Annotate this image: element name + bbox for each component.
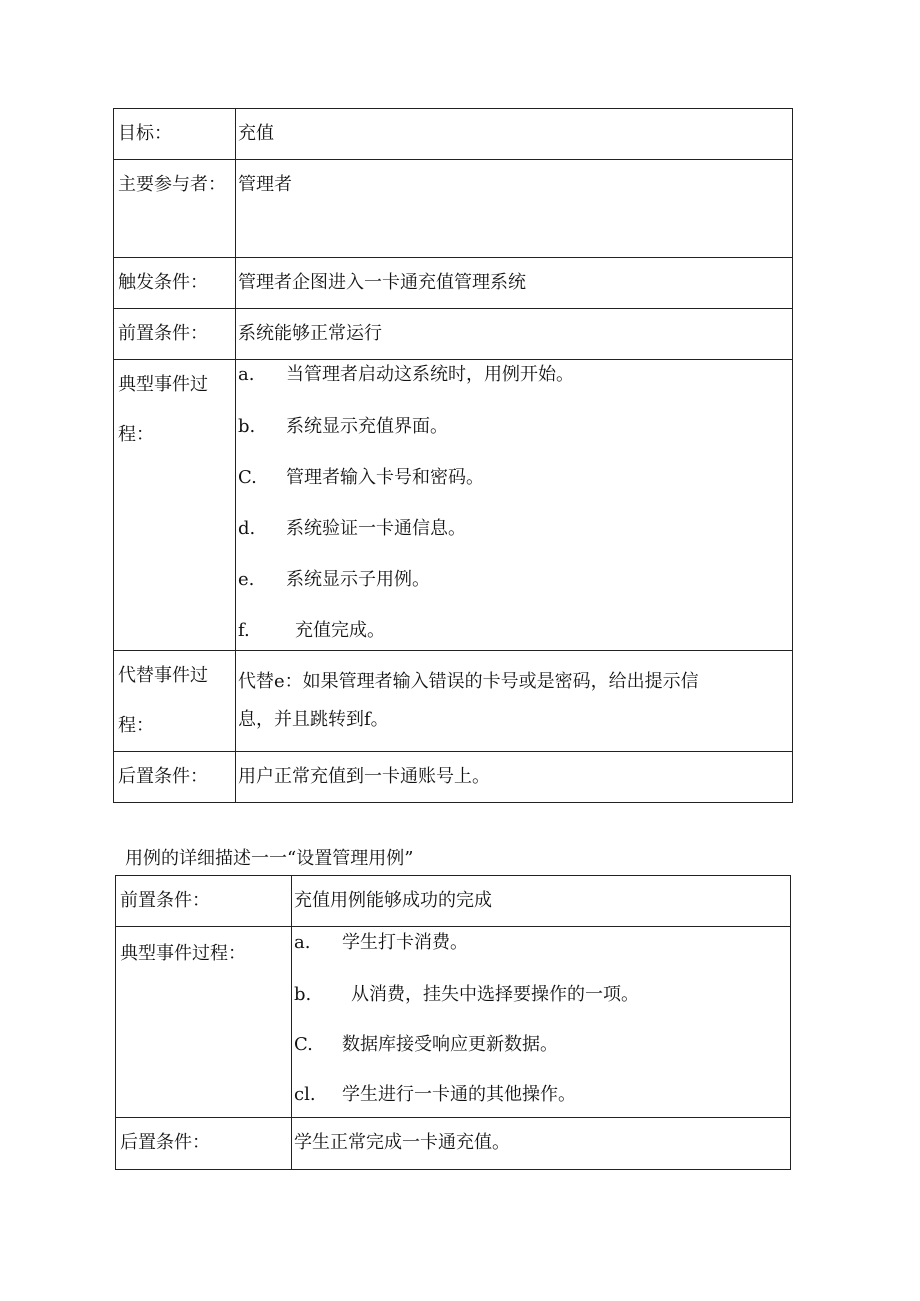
list-item: [238, 463, 792, 514]
step-marker: f.: [238, 620, 250, 641]
table-row: [114, 360, 793, 651]
table-row: [116, 1118, 791, 1170]
step-text: 管理者输入卡号和密码。: [286, 467, 484, 488]
row-label-alternate-flow: 代替事件过程：: [114, 651, 236, 752]
row-label-primary-actor: 主要参与者：: [114, 160, 236, 258]
step-marker: a.: [238, 364, 255, 385]
section-caption: 用例的详细描述一一“设置管理用例”: [125, 848, 414, 869]
row-label-postcondition: 后置条件：: [116, 1118, 292, 1170]
alternate-flow-line-2: 息，并且跳转到f。: [238, 709, 389, 730]
list-item: [238, 565, 792, 616]
step-marker: b.: [238, 416, 256, 437]
table-row: [114, 160, 793, 258]
step-text: 学生进行一卡通的其他操作。: [342, 1084, 576, 1105]
table-row: [114, 309, 793, 360]
step-text: 充值完成。: [295, 620, 385, 641]
list-item: [294, 979, 790, 1029]
use-case-table-recharge: [113, 108, 793, 803]
step-text: 数据库接受响应更新数据。: [342, 1034, 558, 1055]
row-value-postcondition: 用户正常充值到一卡通账号上。: [236, 752, 793, 803]
list-item: [238, 616, 792, 650]
alternate-flow-line-1: 代替e：如果管理者输入错误的卡号或是密码，给出提示信: [238, 671, 699, 692]
table-row: [114, 752, 793, 803]
use-case-table-settings: [115, 875, 791, 1170]
main-flow-steps: [236, 360, 793, 651]
alternate-flow-text: [236, 651, 793, 752]
row-label-main-flow: 典型事件过程：: [116, 927, 292, 1118]
step-text: 系统验证一卡通信息。: [286, 518, 466, 539]
step-text: 当管理者启动这系统时，用例开始。: [286, 364, 574, 385]
row-label-trigger: 触发条件：: [114, 258, 236, 309]
table-row: [116, 876, 791, 927]
row-value-trigger: 管理者企图进入一卡通充值管理系统: [236, 258, 793, 309]
row-label-main-flow: 典型事件过程：: [114, 360, 236, 651]
step-text: 系统显示子用例。: [286, 569, 430, 590]
step-marker: C.: [238, 467, 257, 488]
list-item: [294, 1029, 790, 1079]
step-text: 学生打卡消费。: [342, 932, 468, 953]
step-marker: e.: [238, 569, 255, 590]
table-row: [116, 927, 791, 1118]
row-label-precondition: 前置条件：: [114, 309, 236, 360]
step-marker: b.: [294, 984, 312, 1005]
table-row: [114, 651, 793, 752]
main-flow-steps: [292, 927, 791, 1118]
row-value-goal: 充值: [236, 109, 793, 160]
table-row: [114, 109, 793, 160]
list-item: [238, 514, 792, 565]
table-row: [114, 258, 793, 309]
row-label-precondition: 前置条件：: [116, 876, 292, 927]
step-marker: cl.: [294, 1084, 316, 1105]
step-marker: C.: [294, 1034, 313, 1055]
list-item: [294, 1079, 790, 1117]
row-value-precondition: 充值用例能够成功的完成: [292, 876, 791, 927]
row-value-postcondition: 学生正常完成一卡通充值。: [292, 1118, 791, 1170]
row-label-goal: 目标：: [114, 109, 236, 160]
row-label-postcondition: 后置条件：: [114, 752, 236, 803]
step-text: 从消费，挂失中选择要操作的一项。: [351, 984, 639, 1005]
step-marker: d.: [238, 518, 256, 539]
step-marker: a.: [294, 932, 311, 953]
list-item: [238, 412, 792, 463]
list-item: [238, 360, 792, 412]
row-value-primary-actor: 管理者: [236, 160, 793, 258]
step-text: 系统显示充值界面。: [286, 416, 448, 437]
list-item: [294, 927, 790, 979]
row-value-precondition: 系统能够正常运行: [236, 309, 793, 360]
